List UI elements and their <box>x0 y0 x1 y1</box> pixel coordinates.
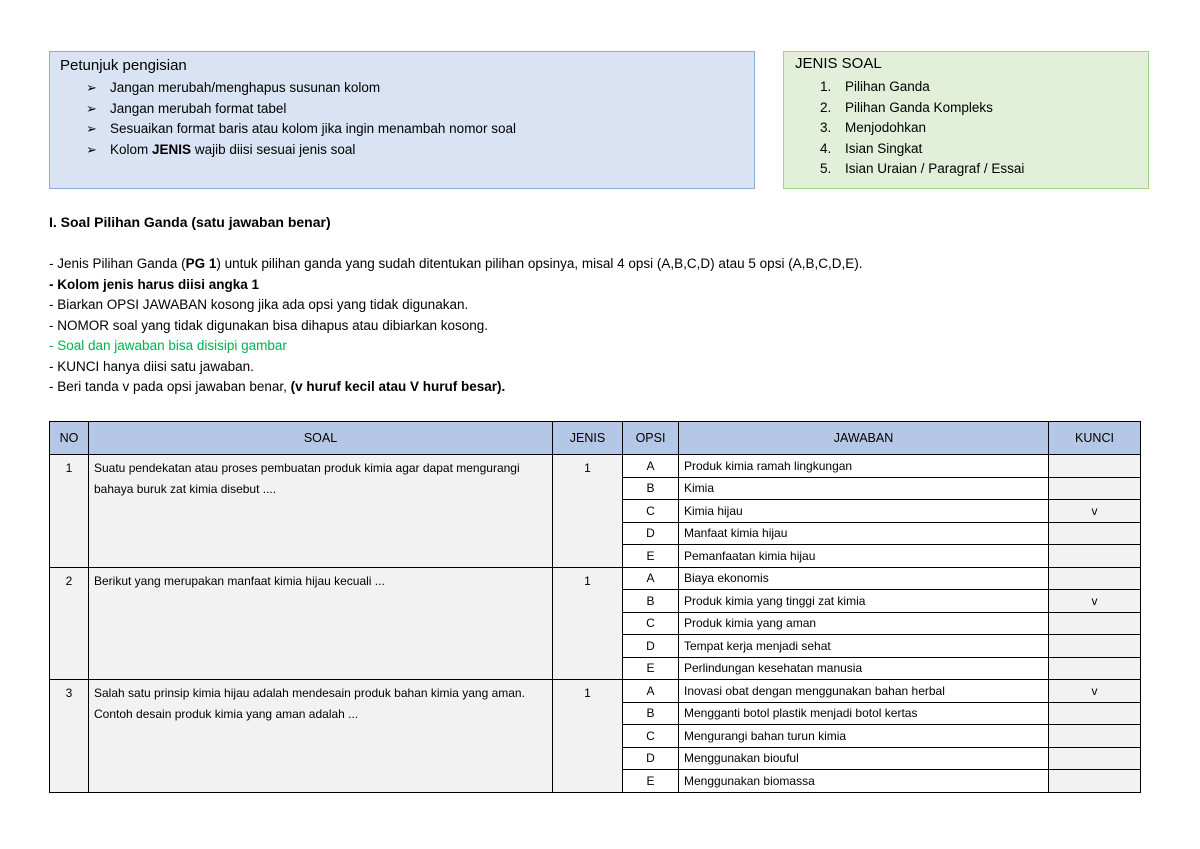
option-key[interactable] <box>1049 725 1141 748</box>
option-answer[interactable]: Biaya ekonomis <box>679 567 1049 590</box>
option-letter: D <box>623 522 679 545</box>
option-answer[interactable]: Produk kimia yang tinggi zat kimia <box>679 590 1049 613</box>
header-jenis: JENIS <box>553 422 623 455</box>
table-row <box>50 680 1141 703</box>
question-jenis[interactable]: 1 <box>553 567 623 680</box>
petunjuk-item-bold: JENIS <box>152 141 192 157</box>
table-body <box>50 455 1141 793</box>
section-heading: I. Soal Pilihan Ganda (satu jawaban benar) <box>49 214 331 230</box>
note-line <box>49 254 862 275</box>
note-line: - Biarkan OPSI JAWABAN kosong jika ada opsi yang tidak digunakan. <box>49 297 469 312</box>
option-letter: C <box>623 500 679 523</box>
petunjuk-title: Petunjuk pengisian <box>60 57 187 74</box>
option-letter: B <box>623 477 679 500</box>
note-text: - Jenis Pilihan Ganda ( <box>49 256 186 271</box>
option-key[interactable] <box>1049 702 1141 725</box>
jenis-soal-list <box>820 77 1024 180</box>
option-key[interactable]: v <box>1049 680 1141 703</box>
option-key[interactable] <box>1049 455 1141 478</box>
option-letter: B <box>623 590 679 613</box>
option-key[interactable] <box>1049 522 1141 545</box>
question-number: 1 <box>50 455 89 568</box>
option-answer[interactable]: Menggunakan biomassa <box>679 770 1049 793</box>
note-text: - Beri tanda v pada opsi jawaban benar, <box>49 379 291 394</box>
note-bold: - Kolom jenis harus diisi angka 1 <box>49 276 260 292</box>
note-text: ) untuk pilihan ganda yang sudah ditentukan pilihan opsinya, misal 4 opsi (A,B,C,D) atau 5 opsi (A,B,C,D,E). <box>216 256 863 271</box>
soal-table <box>49 421 1141 793</box>
option-letter: C <box>623 612 679 635</box>
option-letter: E <box>623 657 679 680</box>
question-jenis[interactable]: 1 <box>553 680 623 793</box>
jenis-soal-label: Menjodohkan <box>845 120 927 135</box>
table-row <box>50 567 1141 590</box>
jenis-soal-num: 2. <box>820 99 832 115</box>
petunjuk-item-text: Kolom <box>110 141 153 157</box>
note-line: - Soal dan jawaban bisa disisipi gambar <box>49 338 287 353</box>
petunjuk-list <box>86 78 516 160</box>
jenis-soal-num: 1. <box>820 79 832 94</box>
petunjuk-item-text: wajib diisi sesuai jenis soal <box>191 141 356 157</box>
petunjuk-item-text: Jangan merubah format tabel <box>110 100 287 116</box>
option-answer[interactable]: Produk kimia ramah lingkungan <box>679 455 1049 478</box>
option-key[interactable]: v <box>1049 500 1141 523</box>
question-jenis[interactable]: 1 <box>553 455 623 568</box>
jenis-soal-item <box>820 98 1024 119</box>
header-soal: SOAL <box>89 422 553 455</box>
option-letter: E <box>623 770 679 793</box>
petunjuk-item-text: Jangan merubah/menghapus susunan kolom <box>110 80 381 95</box>
note-line <box>49 275 862 296</box>
petunjuk-item-text: Sesuaikan format baris atau kolom jika ingin menambah nomor soal <box>110 121 516 136</box>
option-answer[interactable]: Kimia hijau <box>679 500 1049 523</box>
option-letter: E <box>623 545 679 568</box>
petunjuk-item <box>86 99 516 120</box>
jenis-soal-box <box>783 51 1149 189</box>
option-key[interactable]: v <box>1049 590 1141 613</box>
question-text[interactable]: Salah satu prinsip kimia hijau adalah mendesain produk bahan kimia yang aman. Contoh desain produk kimia yang aman adalah ... <box>89 680 553 793</box>
option-key[interactable] <box>1049 545 1141 568</box>
option-answer[interactable]: Pemanfaatan kimia hijau <box>679 545 1049 568</box>
option-letter: D <box>623 747 679 770</box>
question-number: 3 <box>50 680 89 793</box>
arrow-bullet-icon: ➢ <box>86 80 97 95</box>
option-answer[interactable]: Produk kimia yang aman <box>679 612 1049 635</box>
option-letter: B <box>623 702 679 725</box>
table-row <box>50 455 1141 478</box>
note-bold: (v huruf kecil atau V huruf besar). <box>290 379 506 394</box>
jenis-soal-item <box>820 159 1024 180</box>
jenis-soal-num: 3. <box>820 120 832 135</box>
question-text[interactable]: Berikut yang merupakan manfaat kimia hijau kecuali ... <box>89 567 553 680</box>
instruction-notes <box>49 254 862 398</box>
petunjuk-item <box>86 119 516 140</box>
option-key[interactable] <box>1049 477 1141 500</box>
note-line: - KUNCI hanya diisi satu jawaban. <box>49 358 254 374</box>
option-key[interactable] <box>1049 770 1141 793</box>
header-jawaban: JAWABAN <box>679 422 1049 455</box>
note-line: - NOMOR soal yang tidak digunakan bisa dihapus atau dibiarkan kosong. <box>49 317 489 333</box>
option-key[interactable] <box>1049 747 1141 770</box>
option-key[interactable] <box>1049 635 1141 658</box>
jenis-soal-label: Isian Uraian / Paragraf / Essai <box>845 161 1025 176</box>
option-letter: A <box>623 567 679 590</box>
option-letter: C <box>623 725 679 748</box>
option-answer[interactable]: Mengurangi bahan turun kimia <box>679 725 1049 748</box>
option-key[interactable] <box>1049 567 1141 590</box>
jenis-soal-item <box>820 77 1024 98</box>
jenis-soal-item <box>820 139 1024 160</box>
option-answer[interactable]: Inovasi obat dengan menggunakan bahan herbal <box>679 680 1049 703</box>
jenis-soal-label: Isian Singkat <box>845 140 923 156</box>
option-key[interactable] <box>1049 657 1141 680</box>
option-key[interactable] <box>1049 612 1141 635</box>
header-opsi: OPSI <box>623 422 679 455</box>
arrow-bullet-icon: ➢ <box>86 121 97 136</box>
question-text[interactable]: Suatu pendekatan atau proses pembuatan produk kimia agar dapat mengurangi bahaya buruk zat kimia disebut .... <box>89 455 553 568</box>
jenis-soal-num: 5. <box>820 161 832 176</box>
header-kunci: KUNCI <box>1049 422 1141 455</box>
note-bold: PG 1 <box>185 256 217 271</box>
arrow-bullet-icon: ➢ <box>86 141 97 157</box>
option-letter: A <box>623 680 679 703</box>
header-no: NO <box>50 422 89 455</box>
option-answer[interactable]: Perlindungan kesehatan manusia <box>679 657 1049 680</box>
option-answer[interactable]: Menggunakan biouful <box>679 747 1049 770</box>
jenis-soal-num: 4. <box>820 140 832 156</box>
option-letter: A <box>623 455 679 478</box>
jenis-soal-item <box>820 118 1024 139</box>
option-answer[interactable]: Kimia <box>679 477 1049 500</box>
option-answer[interactable]: Tempat kerja menjadi sehat <box>679 635 1049 658</box>
petunjuk-item <box>86 78 516 99</box>
question-number: 2 <box>50 567 89 680</box>
petunjuk-box <box>49 51 755 189</box>
table-header-row <box>50 422 1141 455</box>
jenis-soal-title: JENIS SOAL <box>795 55 882 72</box>
petunjuk-item <box>86 140 516 161</box>
arrow-bullet-icon: ➢ <box>86 100 97 116</box>
option-letter: D <box>623 635 679 658</box>
option-answer[interactable]: Mengganti botol plastik menjadi botol kertas <box>679 702 1049 725</box>
note-line <box>49 377 862 398</box>
jenis-soal-label: Pilihan Ganda <box>845 79 930 94</box>
option-answer[interactable]: Manfaat kimia hijau <box>679 522 1049 545</box>
jenis-soal-label: Pilihan Ganda Kompleks <box>845 99 993 115</box>
